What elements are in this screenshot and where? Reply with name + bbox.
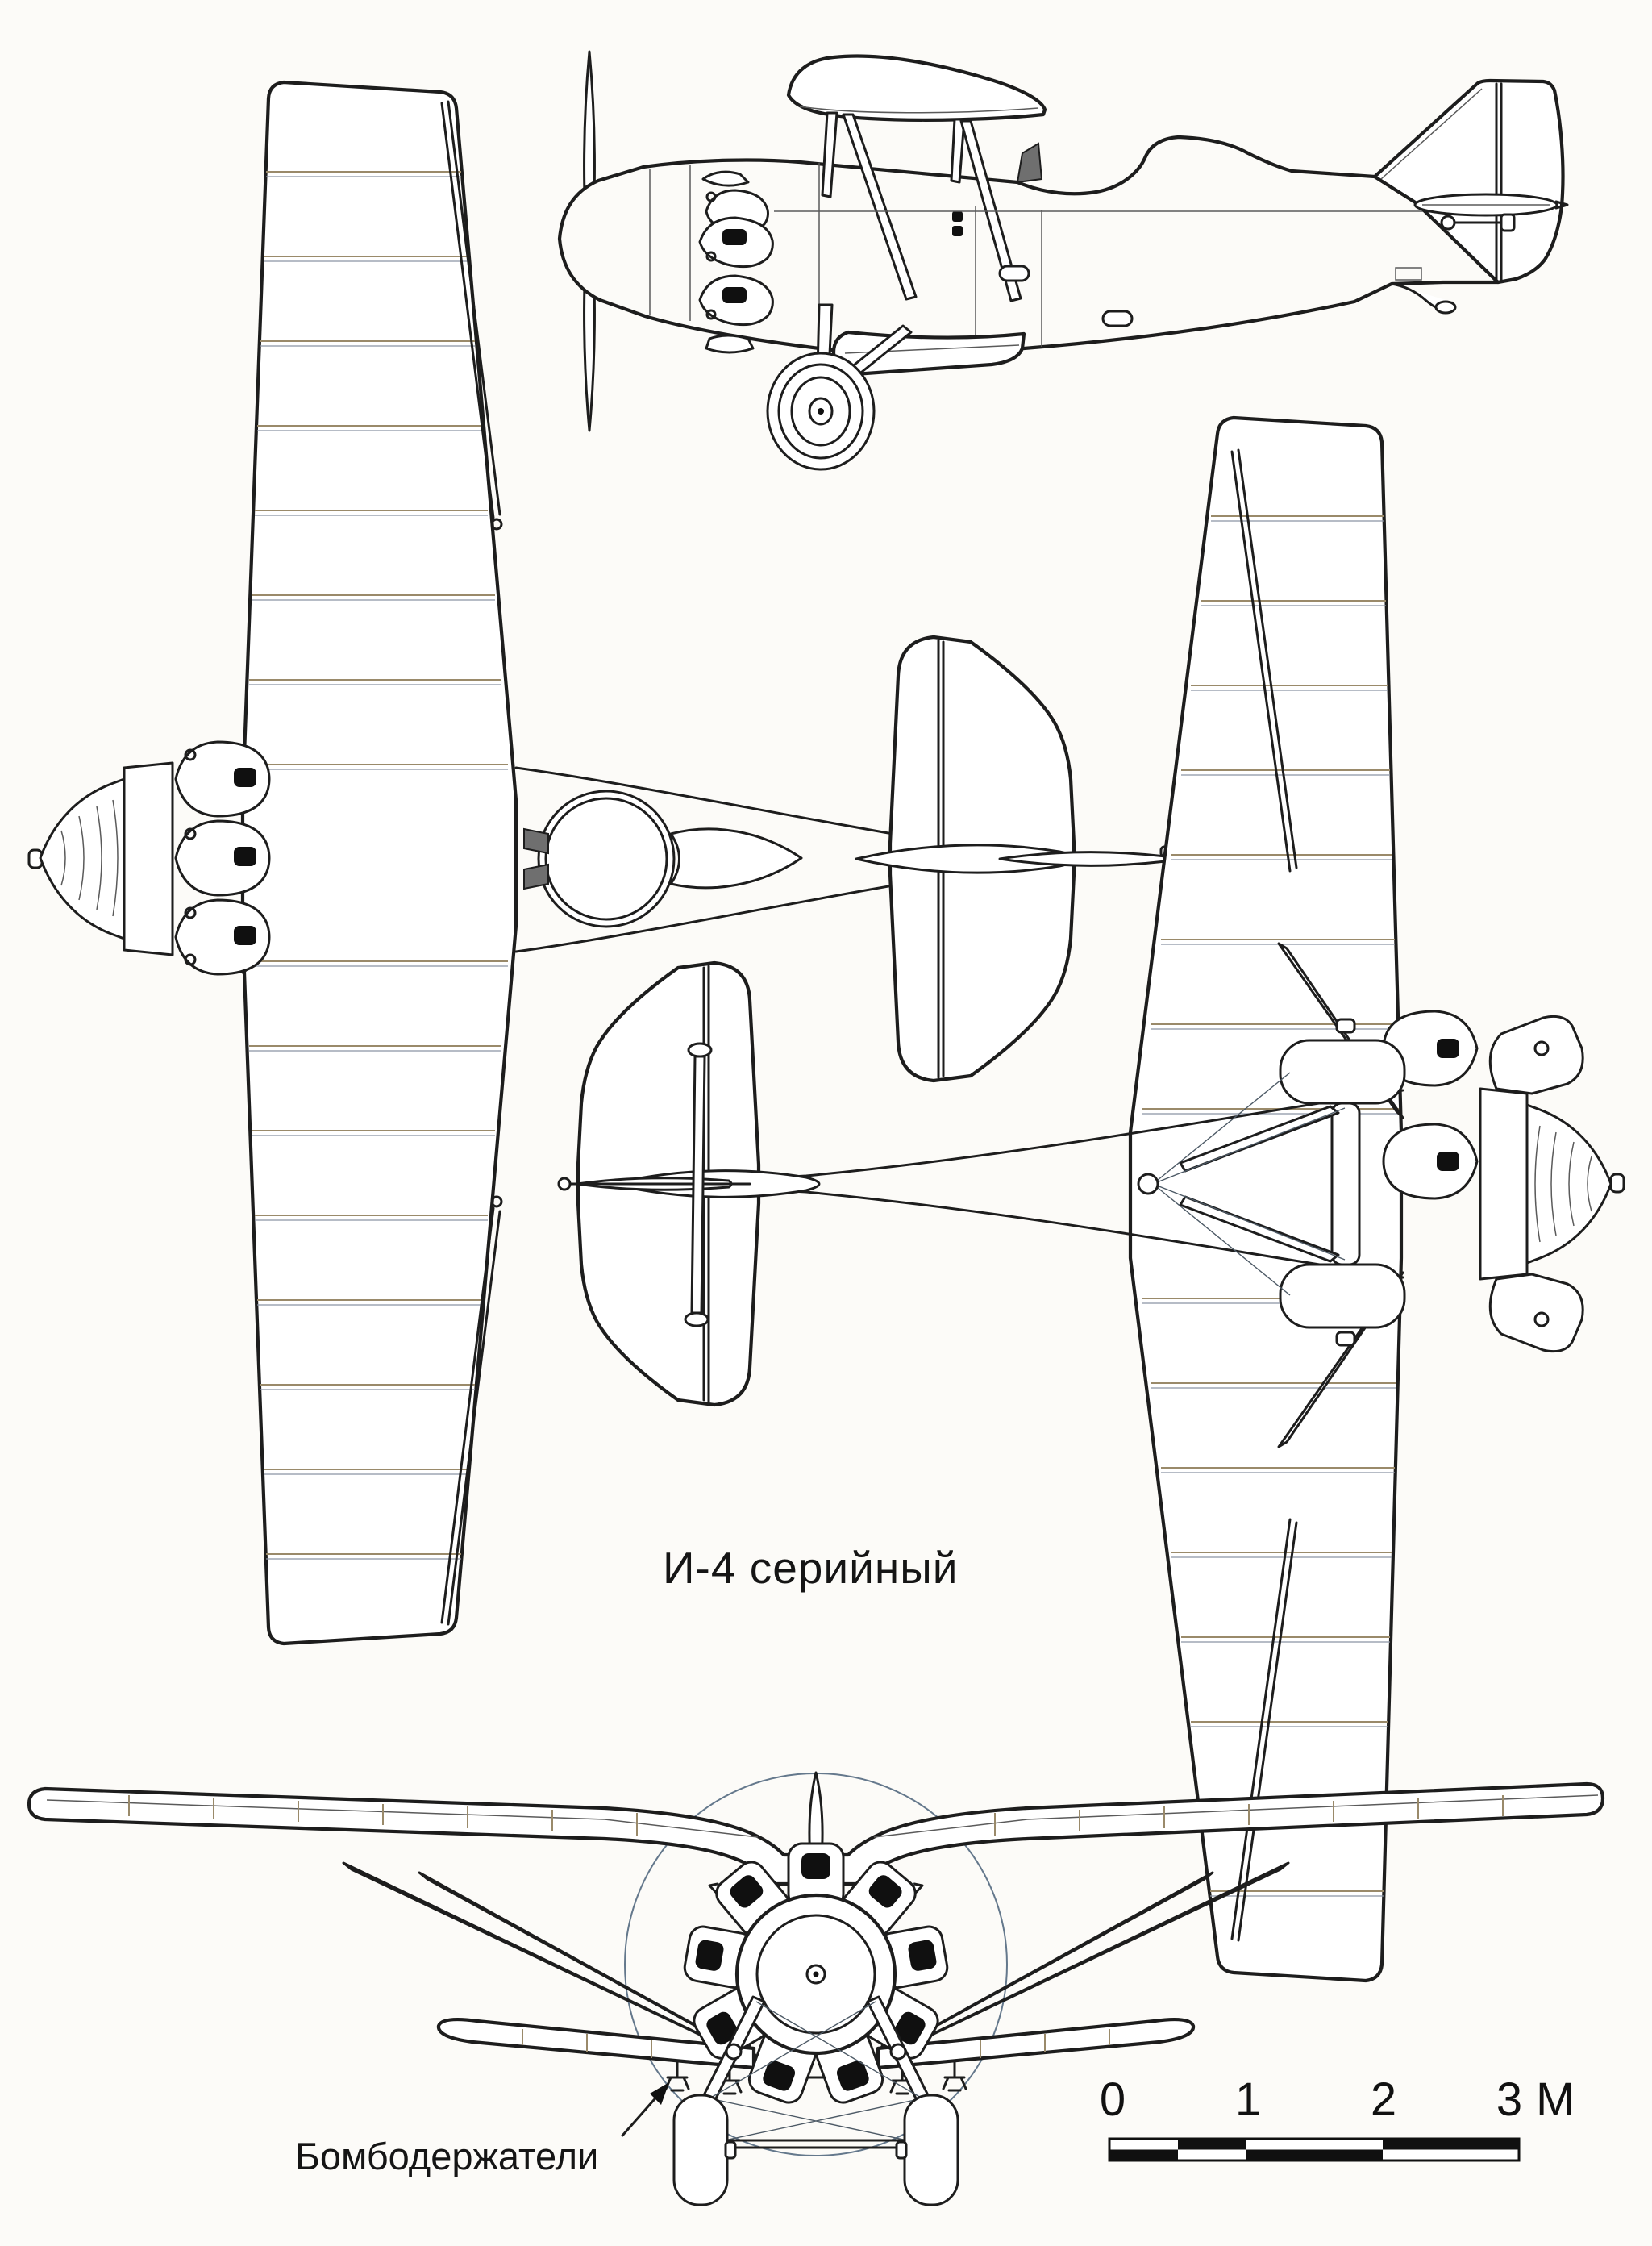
scale-tick-0: 0 <box>1099 2073 1126 2126</box>
bottom-view-drawing <box>559 418 1624 1981</box>
top-view-headrest <box>671 829 801 888</box>
top-view-nose <box>29 763 173 955</box>
bottom-view-axle <box>1332 1103 1359 1265</box>
bottom-view-nose <box>1384 1011 1624 1352</box>
bottom-view-wheel <box>1280 1265 1404 1327</box>
front-view-wheel <box>674 2095 727 2205</box>
scale-unit: М <box>1536 2073 1575 2126</box>
bottom-view-tailskid <box>692 1056 705 1313</box>
scale-bar <box>1109 2139 1519 2161</box>
top-view-windscreen <box>524 829 548 853</box>
scale-tick-2: 2 <box>1370 2073 1397 2126</box>
drawing-title: И-4 серийный <box>663 1543 959 1593</box>
front-view-wheel <box>905 2095 958 2205</box>
top-view-tailplane <box>856 637 1172 1081</box>
scale-tick-1: 1 <box>1234 2073 1262 2126</box>
bomb-racks-label: Бомбодержатели <box>295 2135 599 2177</box>
top-view-engine-cylinders <box>176 742 269 974</box>
bottom-view-wheel <box>1280 1040 1404 1103</box>
bottom-view-tail <box>559 963 819 1405</box>
side-view-drawing <box>560 52 1567 469</box>
annotation-arrow-icon <box>622 2082 669 2136</box>
top-view-cockpit <box>539 791 674 927</box>
side-view-step <box>1000 266 1029 281</box>
scale-tick-3: 3 <box>1496 2073 1523 2126</box>
side-view-windscreen <box>1017 144 1042 182</box>
